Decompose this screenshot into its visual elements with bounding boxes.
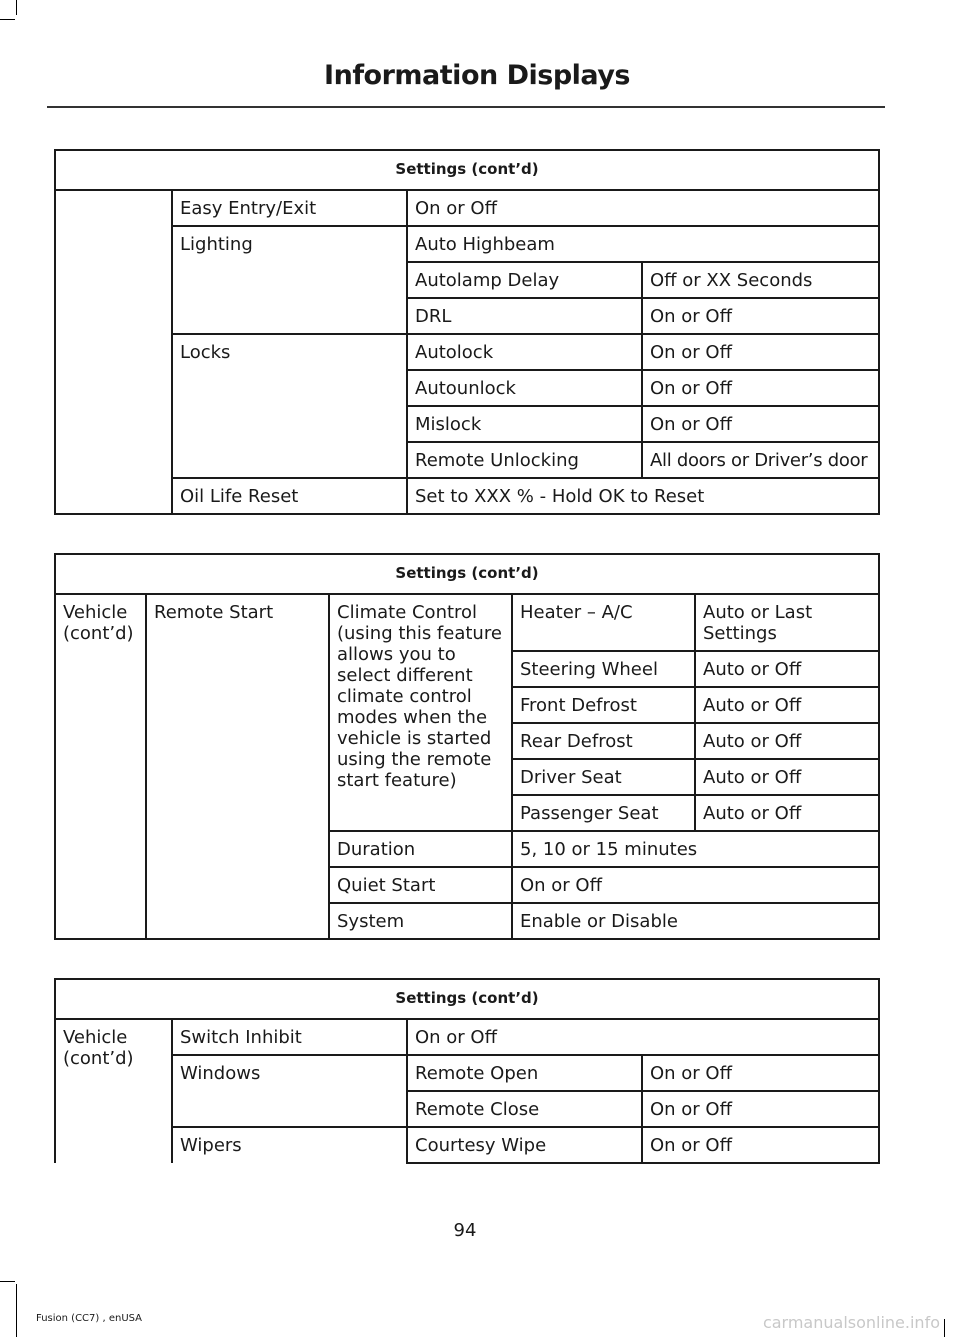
feature-cell: Easy Entry/Exit: [172, 190, 407, 226]
option-cell: System: [329, 903, 512, 939]
option-cell: Remote Close: [407, 1091, 642, 1127]
option-cell: Front Defrost: [512, 687, 695, 723]
crop-mark: [16, 1284, 17, 1337]
feature-cell: Remote Start: [146, 594, 329, 939]
option-cell: Rear Defrost: [512, 723, 695, 759]
value-cell: On or Off: [512, 867, 879, 903]
settings-table-1: [54, 149, 880, 515]
value-cell: Enable or Disable: [512, 903, 879, 939]
value-cell: 5, 10 or 15 minutes: [512, 831, 879, 867]
feature-cell: Oil Life Reset: [172, 478, 407, 514]
option-cell: Courtesy Wipe: [407, 1127, 642, 1163]
value-cell: Auto or Last Settings: [695, 594, 879, 651]
value-cell: Set to XXX % - Hold OK to Reset: [407, 478, 879, 514]
option-cell: Auto Highbeam: [407, 226, 879, 262]
value-cell: On or Off: [642, 334, 879, 370]
value-cell: On or Off: [642, 370, 879, 406]
option-cell: Quiet Start: [329, 867, 512, 903]
watermark: carmanualsonline.info: [762, 1313, 940, 1332]
table-caption: Settings (cont’d): [55, 150, 879, 190]
option-cell: Passenger Seat: [512, 795, 695, 831]
option-cell: Remote Unlocking: [407, 442, 642, 478]
value-cell: On or Off: [642, 406, 879, 442]
value-cell: Auto or Off: [695, 795, 879, 831]
feature-cell: Wipers: [172, 1127, 407, 1163]
crop-mark: [16, 0, 17, 15]
feature-cell: Windows: [172, 1055, 407, 1127]
crop-mark: [0, 1281, 15, 1282]
feature-cell: Lighting: [172, 226, 407, 334]
header-divider: [47, 106, 885, 108]
option-cell: Autounlock: [407, 370, 642, 406]
option-cell: DRL: [407, 298, 642, 334]
value-cell: On or Off: [642, 1055, 879, 1091]
crop-mark: [944, 1319, 945, 1337]
option-cell: Steering Wheel: [512, 651, 695, 687]
value-cell: Off or XX Seconds: [642, 262, 879, 298]
value-cell: On or Off: [642, 298, 879, 334]
option-cell: Heater – A/C: [512, 594, 695, 651]
value-cell: On or Off: [407, 1019, 879, 1055]
climate-control-cell: Climate Control (using this feature allows you to select different climate control modes when the vehicle is started using the remote start feature): [329, 594, 512, 831]
option-cell: Mislock: [407, 406, 642, 442]
table-caption: Settings (cont’d): [55, 554, 879, 594]
category-cell: Vehicle (cont’d): [55, 1019, 172, 1163]
value-cell: On or Off: [407, 190, 879, 226]
settings-table-3: [54, 978, 880, 1164]
table-caption: Settings (cont’d): [55, 979, 879, 1019]
page-number: 94: [453, 1220, 477, 1241]
category-cell: Vehicle (cont’d): [55, 594, 146, 939]
value-cell: Auto or Off: [695, 723, 879, 759]
value-cell: All doors or Driver’s door: [642, 442, 879, 478]
crop-mark: [0, 19, 15, 20]
value-cell: Auto or Off: [695, 759, 879, 795]
value-cell: On or Off: [642, 1127, 879, 1163]
page-title: Information Displays: [324, 60, 630, 91]
feature-cell: Locks: [172, 334, 407, 478]
value-cell: On or Off: [642, 1091, 879, 1127]
category-cell: [55, 190, 172, 514]
value-cell: Auto or Off: [695, 687, 879, 723]
option-cell: Autolock: [407, 334, 642, 370]
settings-table-2: [54, 553, 880, 940]
option-cell: Duration: [329, 831, 512, 867]
value-cell: Auto or Off: [695, 651, 879, 687]
feature-cell: Switch Inhibit: [172, 1019, 407, 1055]
option-cell: Driver Seat: [512, 759, 695, 795]
document-info: Fusion (CC7) , enUSA: [36, 1313, 143, 1324]
option-cell: Remote Open: [407, 1055, 642, 1091]
option-cell: Autolamp Delay: [407, 262, 642, 298]
